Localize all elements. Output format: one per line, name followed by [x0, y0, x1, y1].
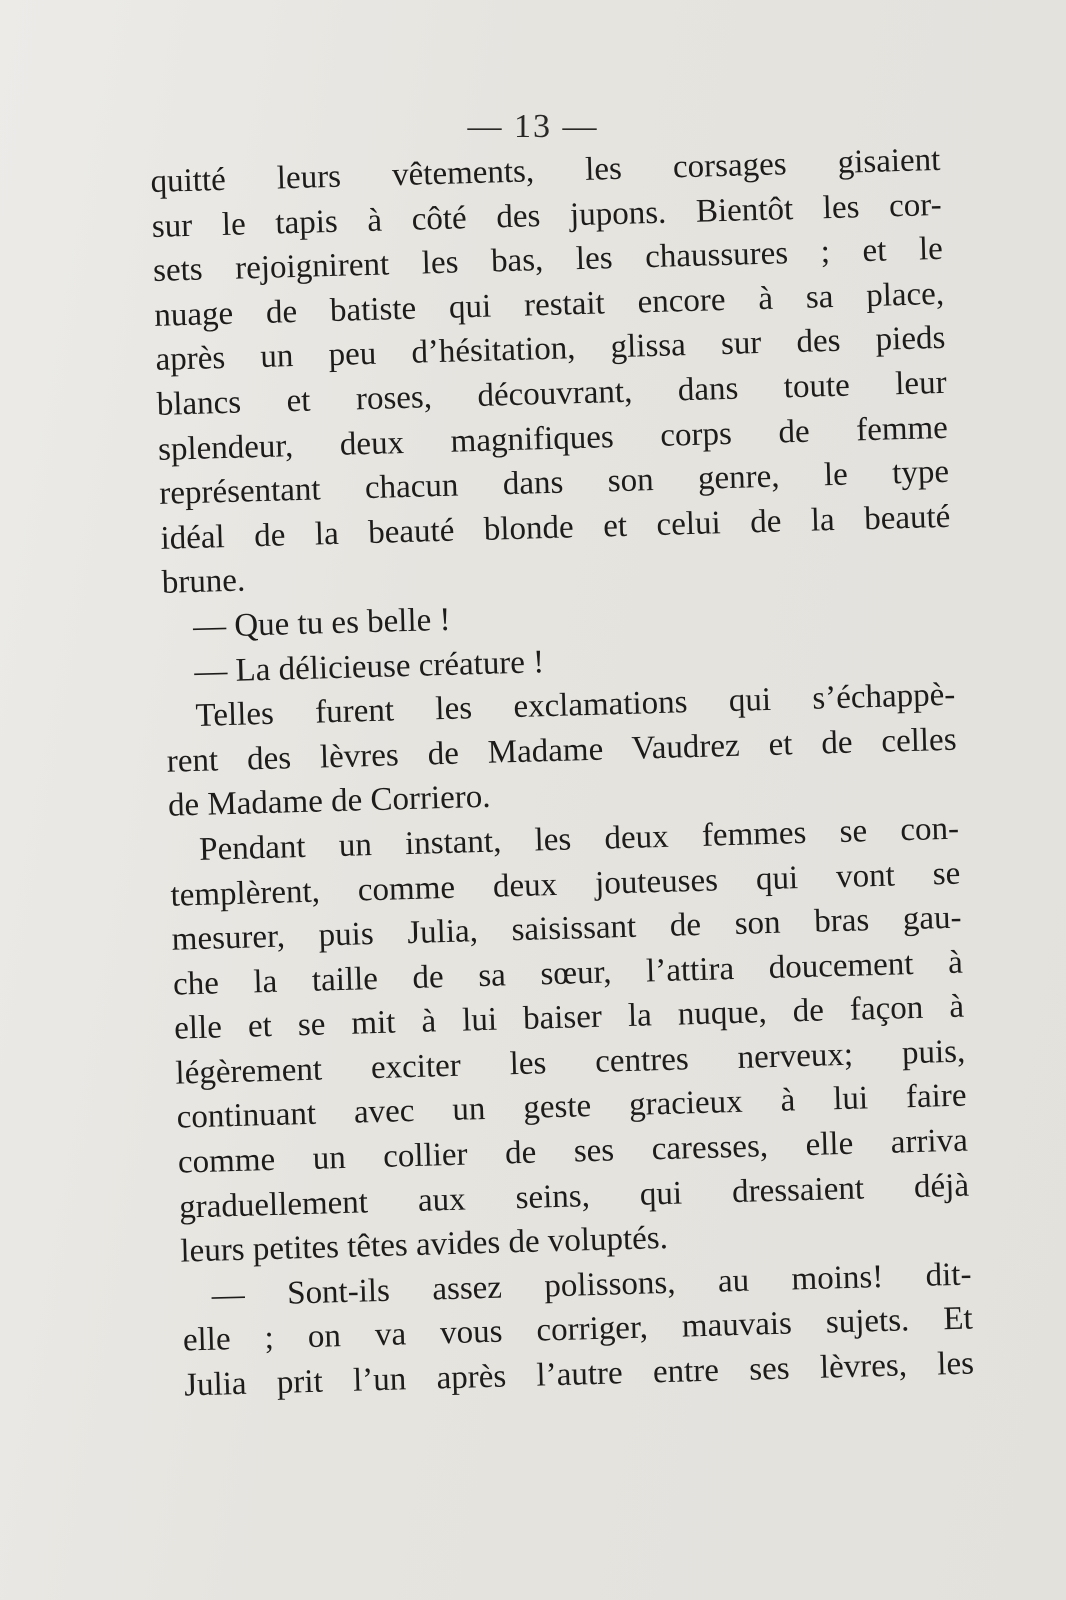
text-line: rent des lèvres de Madame Vaudrez et de celles [166, 721, 957, 780]
text-line: graduellement aux seins, qui dressaient déjà [178, 1167, 970, 1226]
text-line: continuant avec un geste gracieux à lui faire [176, 1078, 967, 1137]
text-line: mesurer, puis Julia, saisissant de son bras gau- [171, 899, 962, 958]
text-line: elle ; on va vous corriger, mauvais sujets. Et [182, 1300, 974, 1359]
text-line: comme un collier de ses caresses, elle arriva [177, 1122, 969, 1181]
text-line: quitté leurs vêtements, les corsages gisaient [150, 141, 941, 200]
text-line: représentant chacun dans son genre, le type [158, 453, 950, 513]
text-line: nuage de batiste qui restait encore à sa place, [153, 275, 945, 334]
text-line: che la taille de sa sœur, l’attira doucement à [172, 944, 964, 1003]
text-line: brune. [161, 562, 246, 602]
text-line: de Madame de Corriero. [167, 779, 491, 825]
dialogue-line: — La délicieuse créature ! [193, 643, 545, 690]
body-text [150, 138, 975, 1408]
text-line: sets rejoignirent les bas, les chaussures ; et le [152, 231, 944, 290]
text-line: légèrement exciter les centres nerveux; puis, [175, 1033, 966, 1092]
page-number: — 13 — [467, 108, 599, 145]
text-line: Pendant un instant, les deux femmes se con- [198, 810, 960, 868]
text-line: après un peu d’hésitation, glissa sur des pieds [155, 320, 946, 379]
text-line: sur le tapis à côté des jupons. Bientôt les cor- [151, 186, 943, 245]
dialogue-line: — Que tu es belle ! [192, 601, 451, 645]
text-line: Telles furent les exclamations qui s’échappè- [195, 676, 956, 735]
text-line: leurs petites têtes avides de voluptés. [179, 1220, 669, 1270]
text-line: idéal de la beauté blonde et celui de la beauté [160, 498, 951, 557]
text-line: templèrent, comme deux jouteuses qui vont se [170, 855, 961, 914]
dialogue-line: — Sont-ils assez polissons, au moins! dit- [211, 1256, 972, 1314]
text-line: blancs et roses, découvrant, dans toute leur [156, 364, 948, 423]
text-line: splendeur, deux magnifiques corps de femme [157, 409, 949, 468]
text-line: elle et se mit à lui baiser la nuque, de façon à [173, 988, 965, 1047]
text-line: Julia prit l’un après l’autre entre ses lèvres, les [183, 1345, 975, 1404]
